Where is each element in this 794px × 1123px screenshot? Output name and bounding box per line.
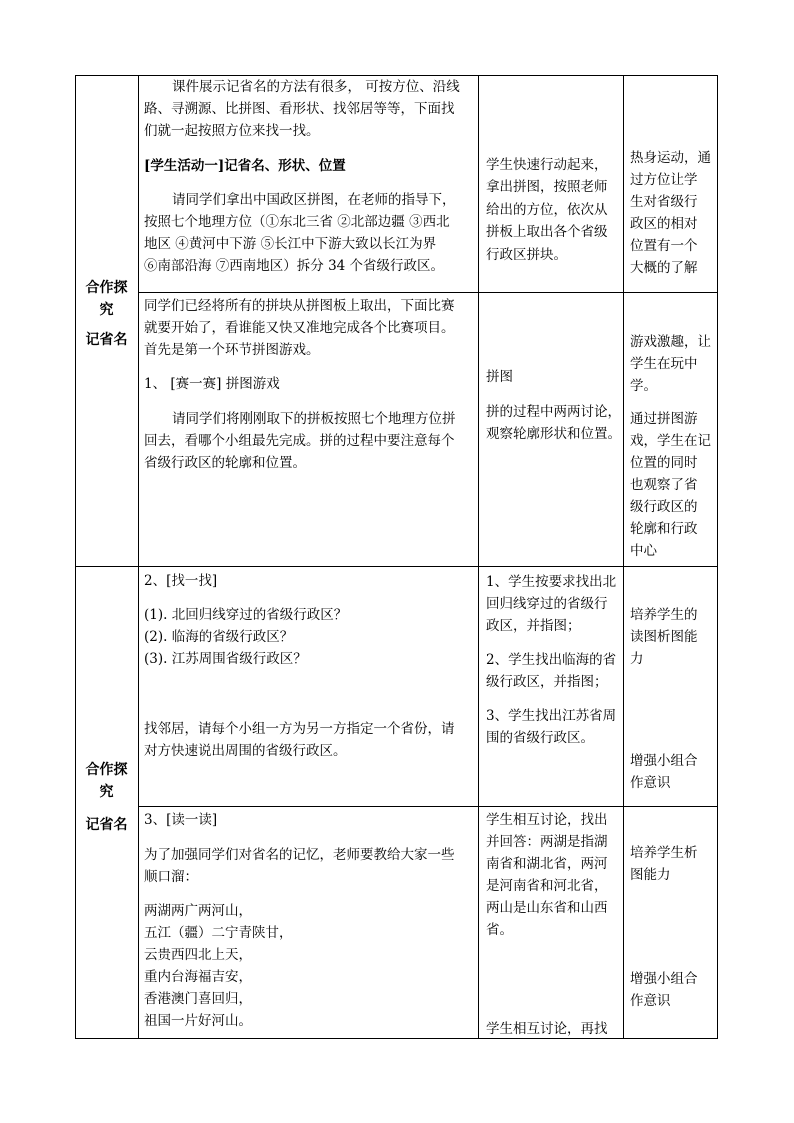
- design-intent-line: 作意识: [630, 993, 671, 1009]
- design-intent-line: 也观察了省: [630, 477, 698, 493]
- student-activity-line: 政区，并指图；: [486, 618, 581, 634]
- teacher-intro-line: 们就一起按照方位来找一找。: [144, 123, 320, 139]
- rhyme-line: 两湖两广两河山，: [144, 903, 252, 919]
- student-activity-line: 拿出拼图，按照老师: [486, 179, 608, 195]
- design-intent-line: 过方位让学: [630, 172, 698, 188]
- table-border-bottom: [75, 1038, 718, 1039]
- section-label-line: 究: [99, 784, 114, 800]
- row-divider-2: [138, 806, 718, 807]
- section-label-line: 究: [99, 302, 114, 318]
- student-activity-line: 围的省级行政区。: [486, 730, 594, 746]
- design-intent-line: 培养学生析: [630, 845, 698, 861]
- section-label-line: 记省名: [85, 332, 128, 348]
- design-intent-line: 生对省级行: [630, 194, 698, 210]
- section-label-line: 记省名: [85, 817, 128, 833]
- design-intent-line: 学。: [630, 378, 657, 394]
- activity-text-line: 请同学们拿出中国政区拼图，在老师的指导下，: [172, 192, 456, 208]
- student-activity-line: 学生相互讨论，找出: [486, 812, 608, 828]
- design-intent-line: 图能力: [630, 867, 671, 883]
- teacher-intro-line: 课件展示记省名的方法有很多， 可按方位、沿线: [172, 79, 460, 95]
- design-intent-line: 政区的相对: [630, 216, 698, 232]
- table-divider-3: [623, 75, 624, 1038]
- rhyme-line: 重内台海福吉安，: [144, 969, 252, 985]
- activity-title: [学生活动一]记省名、形状、位置: [144, 158, 346, 174]
- teacher-text-line: 找邻居，请每个小组一方为另一方指定一个省份，请: [144, 721, 455, 737]
- table-divider-2: [478, 75, 479, 1038]
- activity-text-line: 地区 ④黄河中下游 ⑤长江中下游大致以长江为界: [144, 236, 437, 252]
- rhyme-line: 云贵西四北上天，: [144, 947, 252, 963]
- teacher-text-line: 首先是第一个环节拼图游戏。: [144, 342, 320, 358]
- student-activity-line: 2、学生找出临海的省: [486, 652, 617, 668]
- design-intent-line: 游戏激趣，让: [630, 334, 711, 350]
- section-divider: [75, 566, 718, 567]
- design-intent-line: 增强小组合: [630, 971, 698, 987]
- table-divider-1: [138, 75, 139, 1038]
- design-intent-line: 力: [630, 651, 644, 667]
- design-intent-line: 戏，学生在记: [630, 433, 711, 449]
- student-activity-line: 两山是山东省和山西: [486, 900, 608, 916]
- student-activity-line: 回归线穿过的省级行: [486, 596, 608, 612]
- design-intent-line: 学生在玩中: [630, 356, 698, 372]
- table-border-top: [75, 75, 718, 76]
- student-activity-line: 给出的方位，依次从: [486, 202, 608, 218]
- teacher-text-line: 省级行政区的轮廓和位置。: [144, 455, 306, 471]
- activity-text-line: 按照七个地理方位（①东北三省 ②北部边疆 ③西北: [144, 214, 450, 230]
- student-activity-line: 学生相互讨论，再找: [486, 1021, 608, 1037]
- design-intent-line: 位置的同时: [630, 455, 698, 471]
- row-divider-1: [138, 292, 718, 293]
- rhyme-line: 五江（疆）二宁青陕甘，: [144, 925, 293, 941]
- student-activity-line: 级行政区，并指图；: [486, 674, 608, 690]
- table-border-right: [717, 75, 718, 1038]
- student-activity-line: 1、学生按要求找出北: [486, 574, 617, 590]
- student-activity-line: 南省和湖北省，两河: [486, 856, 608, 872]
- teacher-text-line: 同学们已经将所有的拼块从拼图板上取出，下面比赛: [144, 298, 455, 314]
- student-activity-line: 省。: [486, 922, 513, 938]
- find-item-title: 2、[找一找]: [144, 573, 218, 589]
- student-activity-line: 拼的过程中两两讨论，: [486, 404, 621, 420]
- design-intent-line: 大概的了解: [630, 260, 698, 276]
- teacher-text-line: 为了加强同学们对省名的记忆，老师要教给大家一些: [144, 847, 455, 863]
- table-border-left: [75, 75, 76, 1038]
- activity-text-line: ⑥南部沿海 ⑦西南地区）拆分 34 个省级行政区。: [144, 258, 445, 274]
- read-item-title: 3、[读一读]: [144, 812, 218, 828]
- design-intent-line: 位置有一个: [630, 238, 698, 254]
- teacher-text-line: 就要开始了，看谁能又快又准地完成各个比赛项目。: [144, 320, 455, 336]
- question-line: (3). 江苏周围省级行政区？: [144, 651, 307, 667]
- student-activity-title: 拼图: [486, 369, 513, 385]
- rhyme-line: 祖国一片好河山。: [144, 1013, 252, 1029]
- design-intent-line: 增强小组合: [630, 753, 698, 769]
- student-activity-line: 是河南省和河北省，: [486, 878, 608, 894]
- student-activity-line: 学生快速行动起来，: [486, 157, 608, 173]
- design-intent-line: 中心: [630, 543, 657, 559]
- teacher-text-line: 回去，看哪个小组最先完成。拼的过程中要注意每个: [144, 433, 455, 449]
- question-line: (2). 临海的省级行政区？: [144, 629, 294, 645]
- question-line: (1). 北回归线穿过的省级行政区？: [144, 607, 348, 623]
- teacher-text-line: 顺口溜：: [144, 869, 198, 885]
- student-activity-line: 行政区拼块。: [486, 247, 567, 263]
- design-intent-line: 培养学生的: [630, 607, 698, 623]
- student-activity-line: 观察轮廓形状和位置。: [486, 426, 621, 442]
- section-label: [75, 759, 138, 836]
- design-intent-line: 轮廓和行政: [630, 521, 698, 537]
- design-intent-line: 通过拼图游: [630, 411, 698, 427]
- design-intent-line: 热身运动，通: [630, 150, 711, 166]
- student-activity-line: 拼板上取出各个省级: [486, 224, 608, 240]
- design-intent-line: 作意识: [630, 775, 671, 791]
- design-intent-line: 读图析图能: [630, 629, 698, 645]
- student-activity-line: 3、学生找出江苏省周: [486, 708, 617, 724]
- rhyme-line: 香港澳门喜回归，: [144, 991, 252, 1007]
- game-item-title: 1、 [赛一赛] 拼图游戏: [144, 376, 280, 392]
- section-label-line: 合作探: [85, 762, 128, 778]
- teacher-text-line: 请同学们将刚刚取下的拼板按照七个地理方位拼: [172, 411, 456, 427]
- teacher-intro-line: 路、寻溯源、比拼图、看形状、找邻居等等，下面找: [144, 101, 455, 117]
- student-activity-line: 并回答：两湖是指湖: [486, 834, 608, 850]
- section-label-line: 合作探: [85, 280, 128, 296]
- section-label: [75, 277, 138, 351]
- design-intent-line: 级行政区的: [630, 499, 698, 515]
- teacher-text-line: 对方快速说出周围的省级行政区。: [144, 743, 347, 759]
